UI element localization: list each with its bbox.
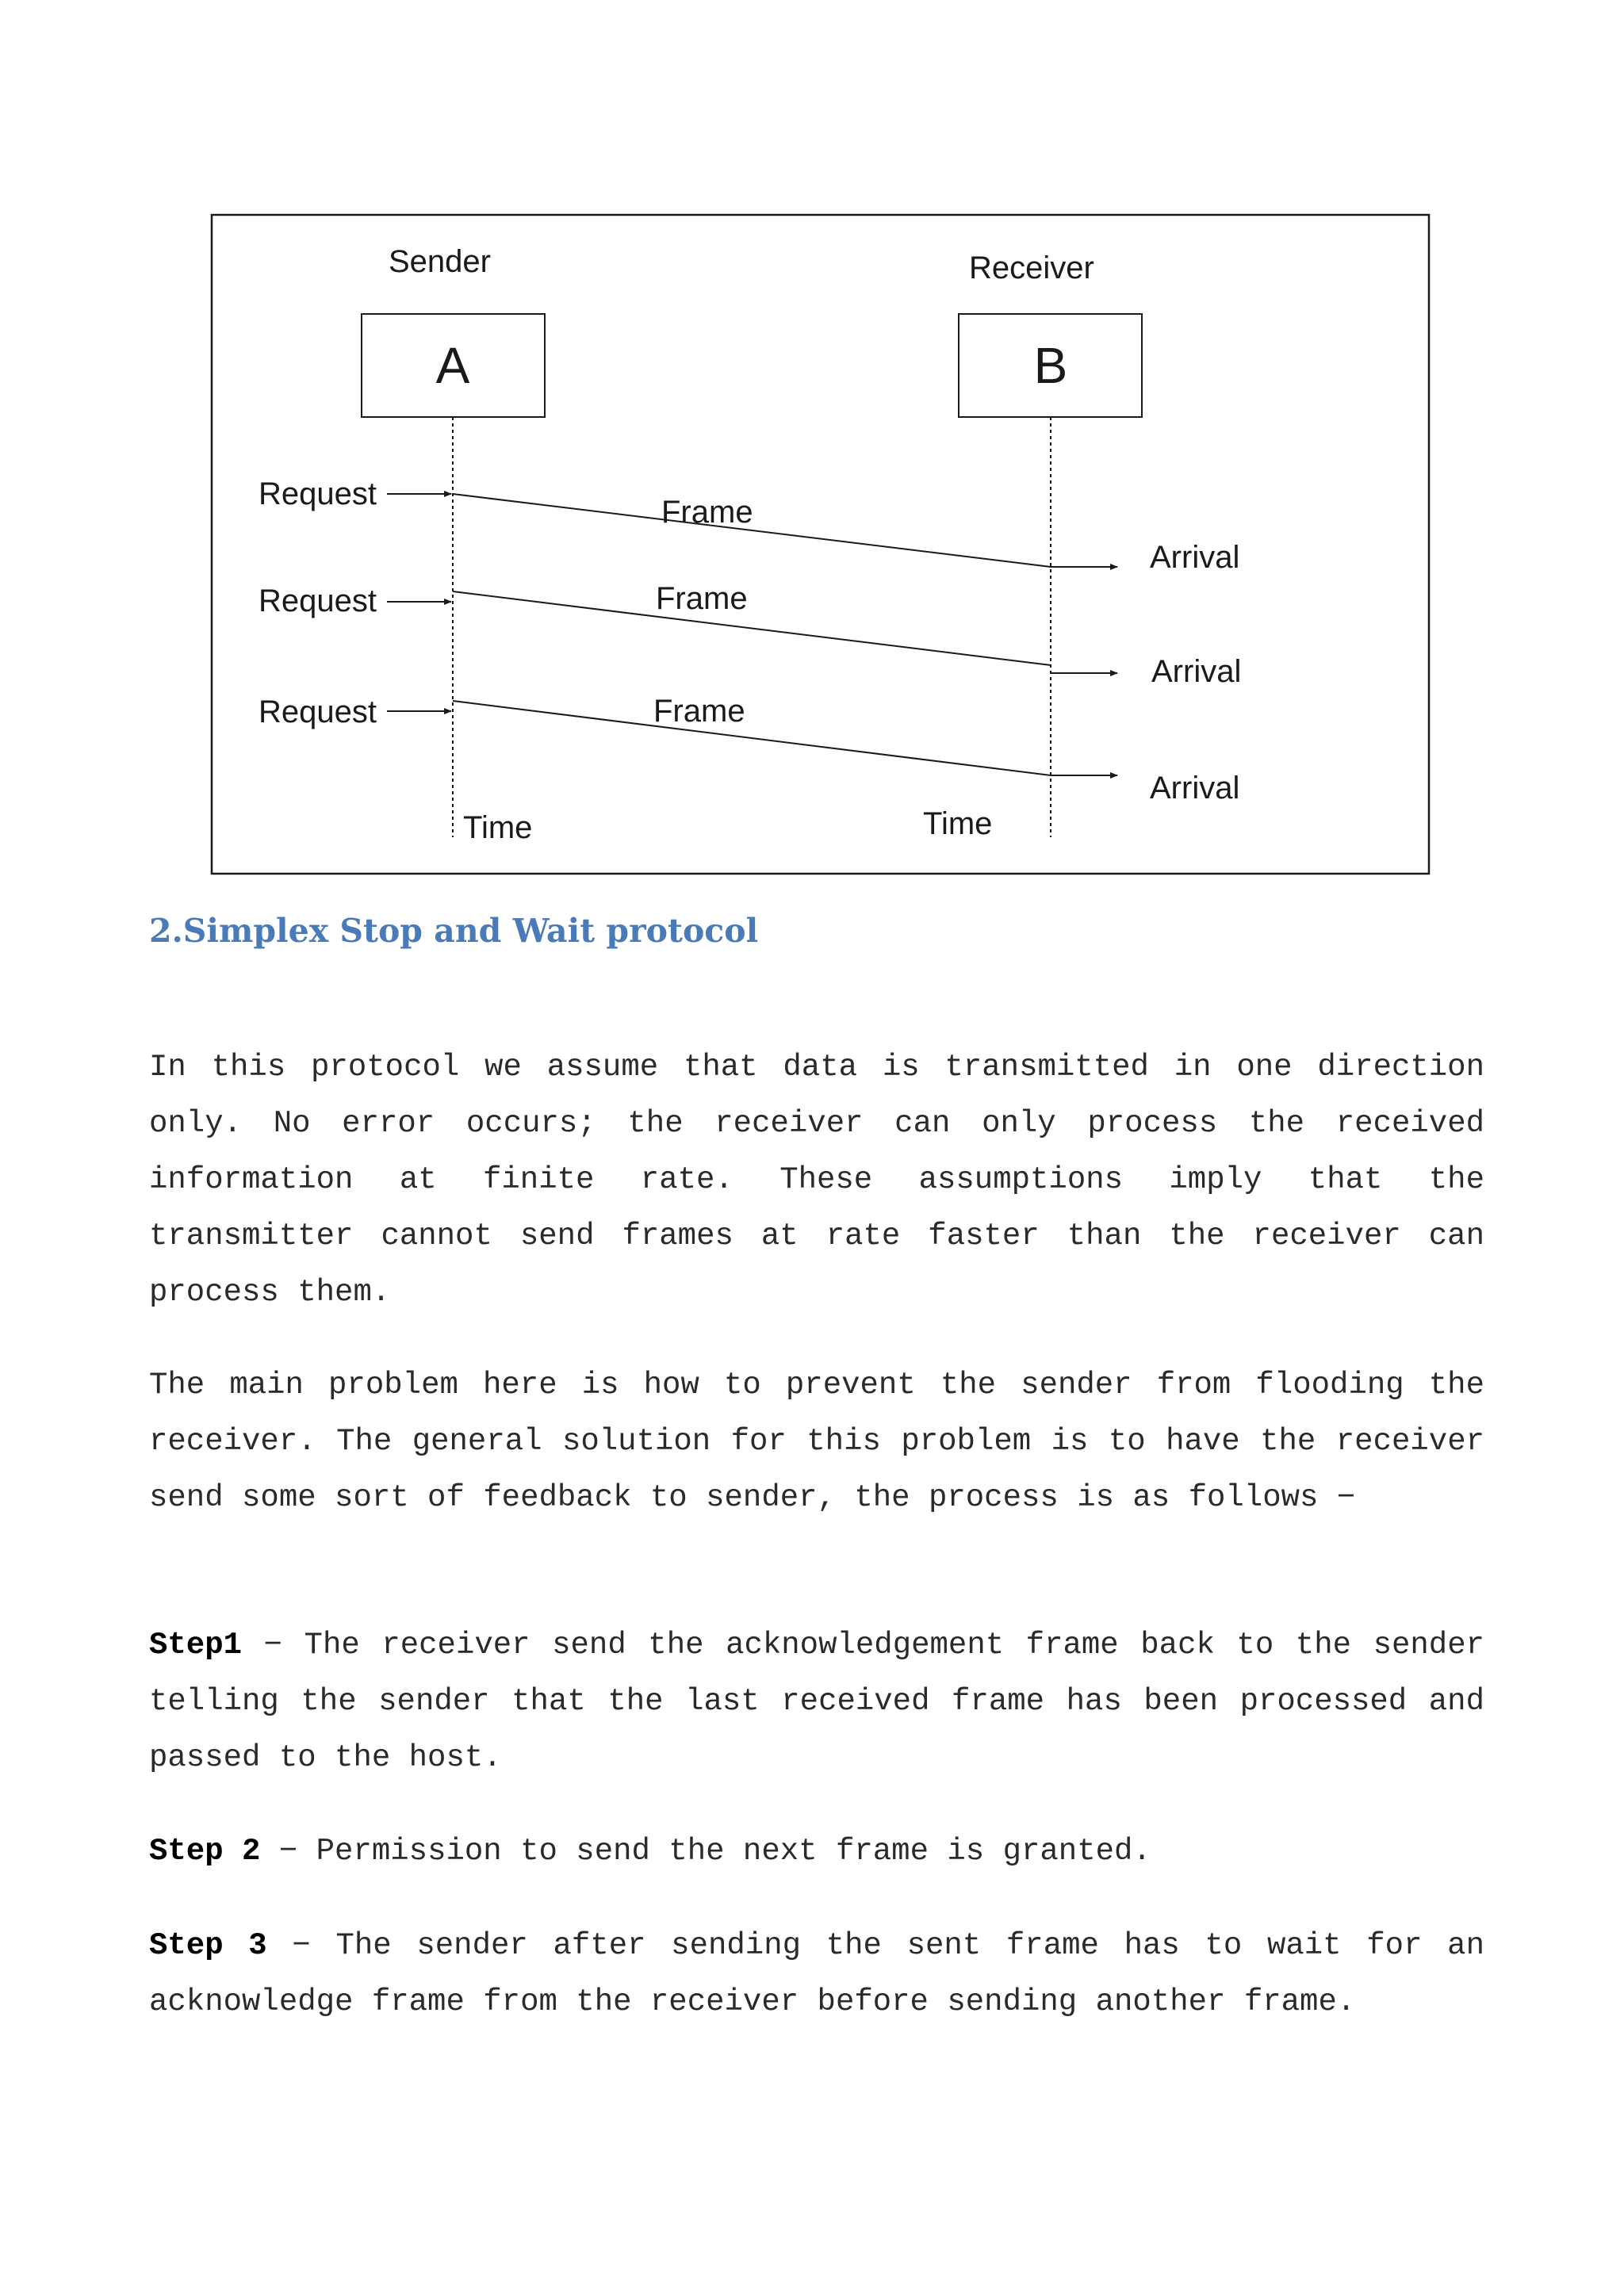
problem-paragraph: The main problem here is how to prevent the sender from flooding the receiver. The general solution for this problem is to have the receiver send some sort of feedback to sender, the process is as follows − (149, 1368, 1484, 1515)
receiver-time-label: Time (923, 806, 993, 841)
sender-time-label: Time (463, 810, 533, 845)
request-label: Request (259, 695, 377, 729)
sender-label: Sender (389, 244, 491, 279)
frame-label: Frame (653, 694, 745, 729)
frame-label: Frame (661, 495, 753, 530)
request-label: Request (259, 476, 377, 511)
frame-label: Frame (656, 581, 748, 616)
step-text: − The sender after sending the sent frame has to wait for an acknowledge frame from the receiver before sending another frame. (149, 1928, 1484, 2019)
receiver-node-label: B (1033, 337, 1068, 394)
stop-and-wait-diagram (0, 0, 1624, 888)
arrival-label: Arrival (1150, 771, 1240, 806)
arrival-label: Arrival (1151, 654, 1242, 689)
step-text: − Permission to send the next frame is granted. (260, 1834, 1151, 1869)
intro-paragraph: In this protocol we assume that data is transmitted in one direction only. No error occurs; the receiver can only process the received information at finite rate. These assumptions imply that the transmitter cannot send frames at rate faster than the receiver can process them. (149, 1050, 1484, 1310)
step-1-paragraph (149, 1617, 1484, 1786)
frame-line (453, 591, 1051, 665)
step-label: Step1 (149, 1628, 243, 1663)
receiver-label: Receiver (969, 251, 1094, 285)
sender-node-label: A (435, 337, 470, 394)
arrival-label: Arrival (1150, 540, 1240, 575)
section-heading: 2.Simplex Stop and Wait protocol (149, 912, 759, 950)
step-text: − The receiver send the acknowledgement frame back to the sender telling the sender that the last received frame has been processed and passed to the host. (149, 1628, 1484, 1775)
step-label: Step 2 (149, 1834, 261, 1869)
step-label: Step 3 (149, 1928, 267, 1963)
step-3-paragraph (149, 1918, 1484, 2030)
request-label: Request (259, 584, 377, 618)
step-2-paragraph (149, 1823, 1484, 1880)
frame-line (453, 701, 1051, 775)
